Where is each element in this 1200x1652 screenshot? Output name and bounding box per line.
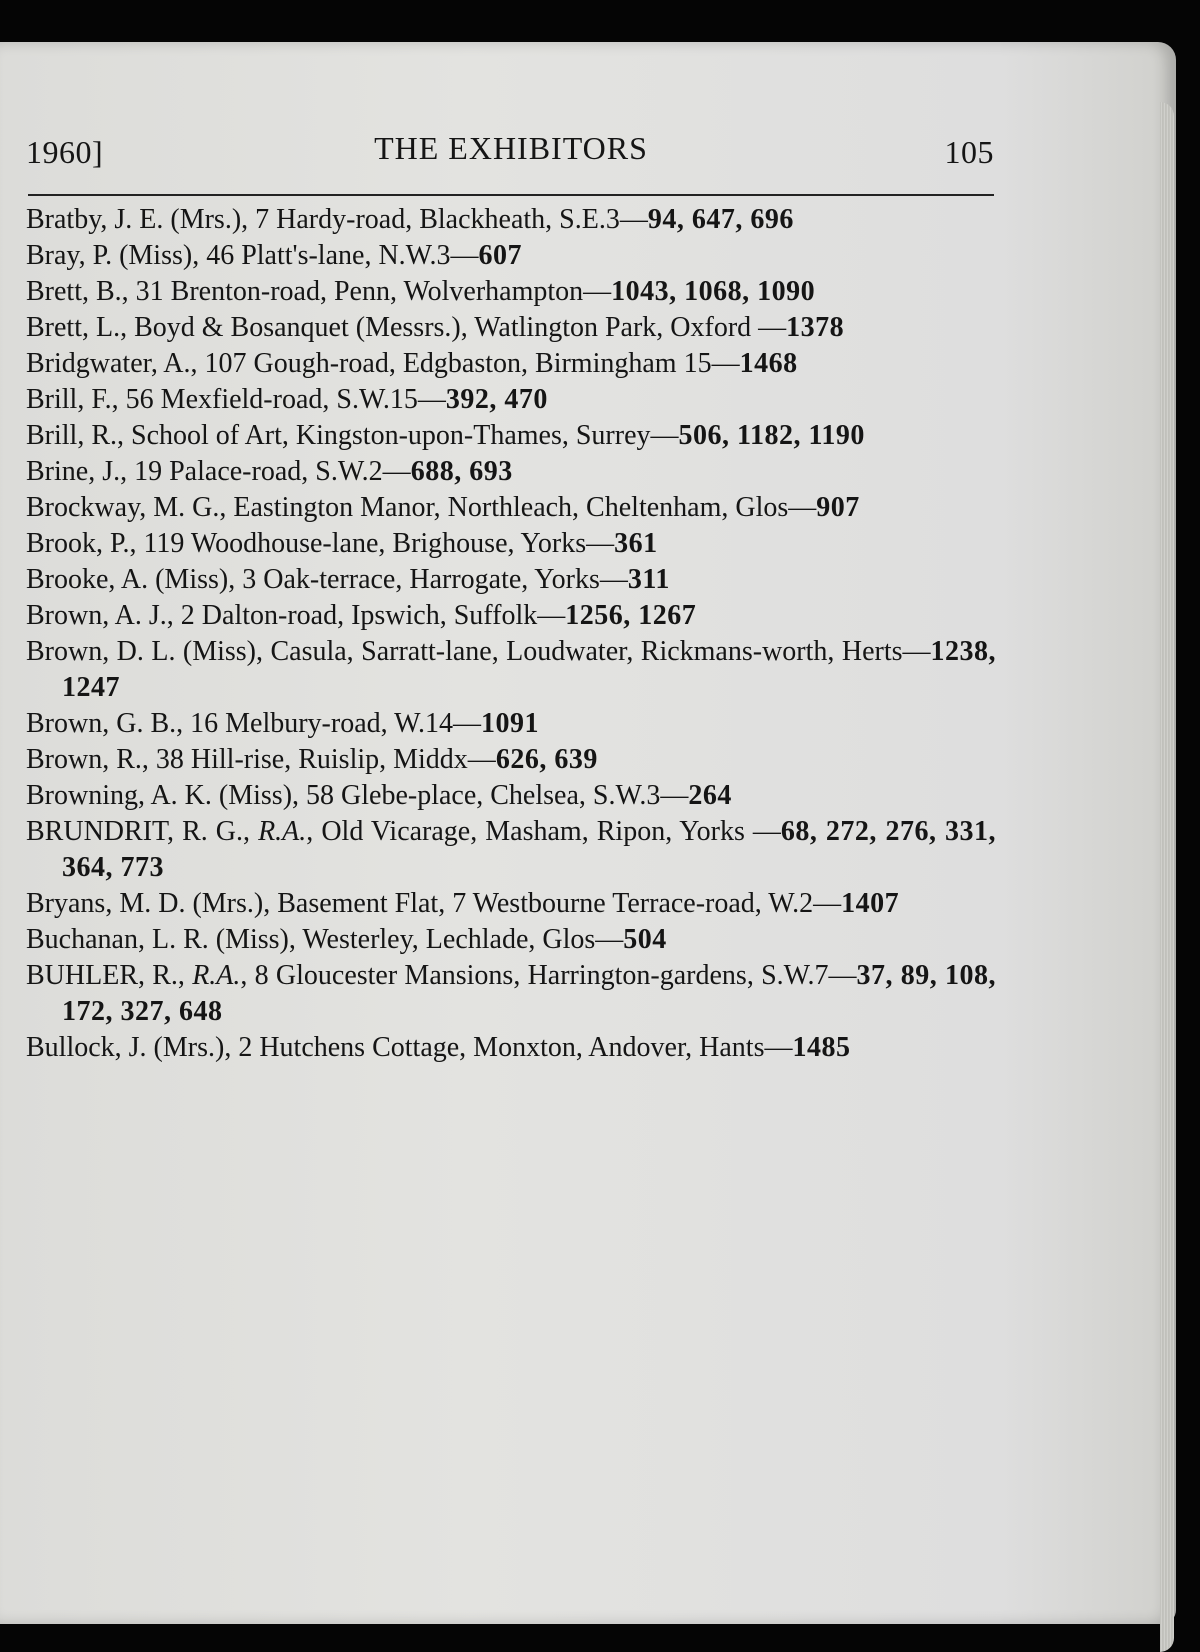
page-number: 105 xyxy=(944,134,994,170)
exhibit-numbers: 1407 xyxy=(841,888,900,919)
exhibitor-address: Basement Flat, 7 Westbourne Terrace-road, W.2— xyxy=(270,888,842,919)
exhibitor-entry xyxy=(26,814,996,886)
exhibitor-entry xyxy=(26,202,996,238)
exhibitor-entry xyxy=(26,598,996,634)
exhibit-numbers: 392, 470 xyxy=(445,384,548,415)
exhibitor-entry xyxy=(26,886,996,922)
exhibitor-address: 107 Gough-road, Edgbaston, Birmingham 15— xyxy=(197,348,740,379)
exhibitor-name: Brown, D. L. (Miss), xyxy=(26,636,264,667)
exhibitor-entry xyxy=(26,454,996,490)
exhibitor-name: Bullock, J. (Mrs.), xyxy=(26,1032,232,1063)
exhibit-numbers: 1043, 1068, 1090 xyxy=(611,276,816,307)
exhibitor-list xyxy=(26,202,996,1066)
exhibitor-name: Brill, F., xyxy=(26,384,119,415)
exhibit-numbers: 37, 89, 108, 172, 327, 648 xyxy=(62,960,997,1027)
exhibit-numbers: 68, 272, 276, 331, 364, 773 xyxy=(62,816,997,883)
exhibit-numbers: 688, 693 xyxy=(410,456,513,487)
exhibitor-address: 38 Hill-rise, Ruislip, Middx— xyxy=(148,744,496,775)
exhibitor-entry xyxy=(26,562,996,598)
exhibitor-address: 46 Platt's-lane, N.W.3— xyxy=(199,240,479,271)
exhibit-numbers: 607 xyxy=(478,240,523,271)
exhibitor-name: Brett, B., xyxy=(26,276,129,307)
exhibitor-entry xyxy=(26,382,996,418)
exhibit-numbers: 626, 639 xyxy=(495,744,598,775)
exhibitor-name: Brine, J., xyxy=(26,456,128,487)
exhibit-numbers: 1238, 1247 xyxy=(62,636,996,703)
exhibitor-name: Browning, A. K. (Miss), xyxy=(26,780,300,811)
exhibitor-name: Bryans, M. D. (Mrs.), xyxy=(26,888,271,919)
exhibit-numbers: 1091 xyxy=(480,708,539,739)
exhibit-numbers: 506, 1182, 1190 xyxy=(678,420,865,451)
exhibitor-address: 31 Brenton-road, Penn, Wolverhampton— xyxy=(128,276,612,307)
exhibitor-entry xyxy=(26,922,996,958)
exhibitor-entry xyxy=(26,1030,996,1066)
exhibitor-address: 19 Palace-road, S.W.2— xyxy=(127,456,411,487)
exhibitor-name: BRUNDRIT, R. G., xyxy=(26,816,251,847)
exhibitor-name: Brown, R., xyxy=(26,744,149,775)
exhibitor-entry xyxy=(26,490,996,526)
exhibit-numbers: 94, 647, 696 xyxy=(647,204,794,235)
exhibitor-name: Brockway, M. G., xyxy=(26,492,227,523)
exhibitor-entry xyxy=(26,742,996,778)
exhibitor-name: Buchanan, L. R. (Miss), xyxy=(26,924,296,955)
exhibitor-address: Eastington Manor, Northleach, Cheltenham, Glos— xyxy=(226,492,817,523)
header-rule xyxy=(28,194,994,196)
exhibitor-address: Casula, Sarratt-lane, Loudwater, Rickmans-worth, Herts— xyxy=(263,636,931,667)
exhibitor-address: 16 Melbury-road, W.14— xyxy=(183,708,481,739)
exhibitor-entry xyxy=(26,418,996,454)
exhibitor-entry xyxy=(26,310,996,346)
exhibit-numbers: 311 xyxy=(627,564,670,595)
exhibitor-entry xyxy=(26,274,996,310)
exhibitor-address: 7 Hardy-road, Blackheath, S.E.3— xyxy=(248,204,648,235)
exhibitor-address: 2 Hutchens Cottage, Monxton, Andover, Hants— xyxy=(231,1032,793,1063)
exhibit-numbers: 361 xyxy=(614,528,658,559)
page-edge xyxy=(1160,102,1174,1652)
header-title: THE EXHIBITORS xyxy=(374,130,648,166)
exhibitor-name: Brown, G. B., xyxy=(26,708,184,739)
exhibitor-name: Brook, P., xyxy=(26,528,137,559)
exhibitor-entry xyxy=(26,238,996,274)
exhibitor-name: BUHLER, R., xyxy=(26,960,185,991)
exhibitor-address: 119 Woodhouse-lane, Brighouse, Yorks— xyxy=(136,528,615,559)
exhibitor-name: Bridgwater, A., xyxy=(26,348,198,379)
exhibitor-entry xyxy=(26,346,996,382)
exhibitor-address: 2 Dalton-road, Ipswich, Suffolk— xyxy=(173,600,566,631)
exhibitor-entry xyxy=(26,526,996,562)
exhibitor-entry xyxy=(26,706,996,742)
exhibitor-address: 3 Oak-terrace, Harrogate, Yorks— xyxy=(235,564,628,595)
exhibitor-address: , Old Vicarage, Masham, Ripon, Yorks — xyxy=(306,816,781,847)
exhibitor-name: Bray, P. (Miss), xyxy=(26,240,200,271)
exhibit-numbers: 1485 xyxy=(792,1032,851,1063)
exhibit-numbers: 907 xyxy=(816,492,860,523)
exhibit-numbers: 1256, 1267 xyxy=(565,600,697,631)
exhibitor-entry xyxy=(26,958,996,1030)
exhibit-numbers: 1468 xyxy=(739,348,798,379)
exhibitor-address: Watlington Park, Oxford — xyxy=(467,312,787,343)
exhibitor-name: Brown, A. J., xyxy=(26,600,174,631)
exhibitor-name: Bratby, J. E. (Mrs.), xyxy=(26,204,249,235)
exhibitor-name: Brooke, A. (Miss), xyxy=(26,564,236,595)
header-year: 1960] xyxy=(26,134,104,170)
exhibit-numbers: 504 xyxy=(623,924,667,955)
ra-designation: R.A. xyxy=(258,816,307,847)
exhibitor-entry xyxy=(26,778,996,814)
exhibitor-entry xyxy=(26,634,996,706)
exhibitor-address: 58 Glebe-place, Chelsea, S.W.3— xyxy=(299,780,689,811)
exhibitor-address: Westerley, Lechlade, Glos— xyxy=(295,924,624,955)
running-header xyxy=(26,90,996,170)
ra-designation: R.A. xyxy=(192,960,241,991)
exhibitor-address: , 8 Gloucester Mansions, Harrington-gardens, S.W.7— xyxy=(240,960,857,991)
exhibitor-address: 56 Mexfield-road, S.W.15— xyxy=(118,384,446,415)
exhibit-numbers: 264 xyxy=(688,780,732,811)
exhibitor-address: School of Art, Kingston-upon-Thames, Surrey— xyxy=(124,420,679,451)
exhibitor-name: Brill, R., xyxy=(26,420,125,451)
exhibitor-name: Brett, L., Boyd & Bosanquet (Messrs.), xyxy=(26,312,468,343)
page-content xyxy=(26,90,997,1063)
exhibit-numbers: 1378 xyxy=(786,312,845,343)
